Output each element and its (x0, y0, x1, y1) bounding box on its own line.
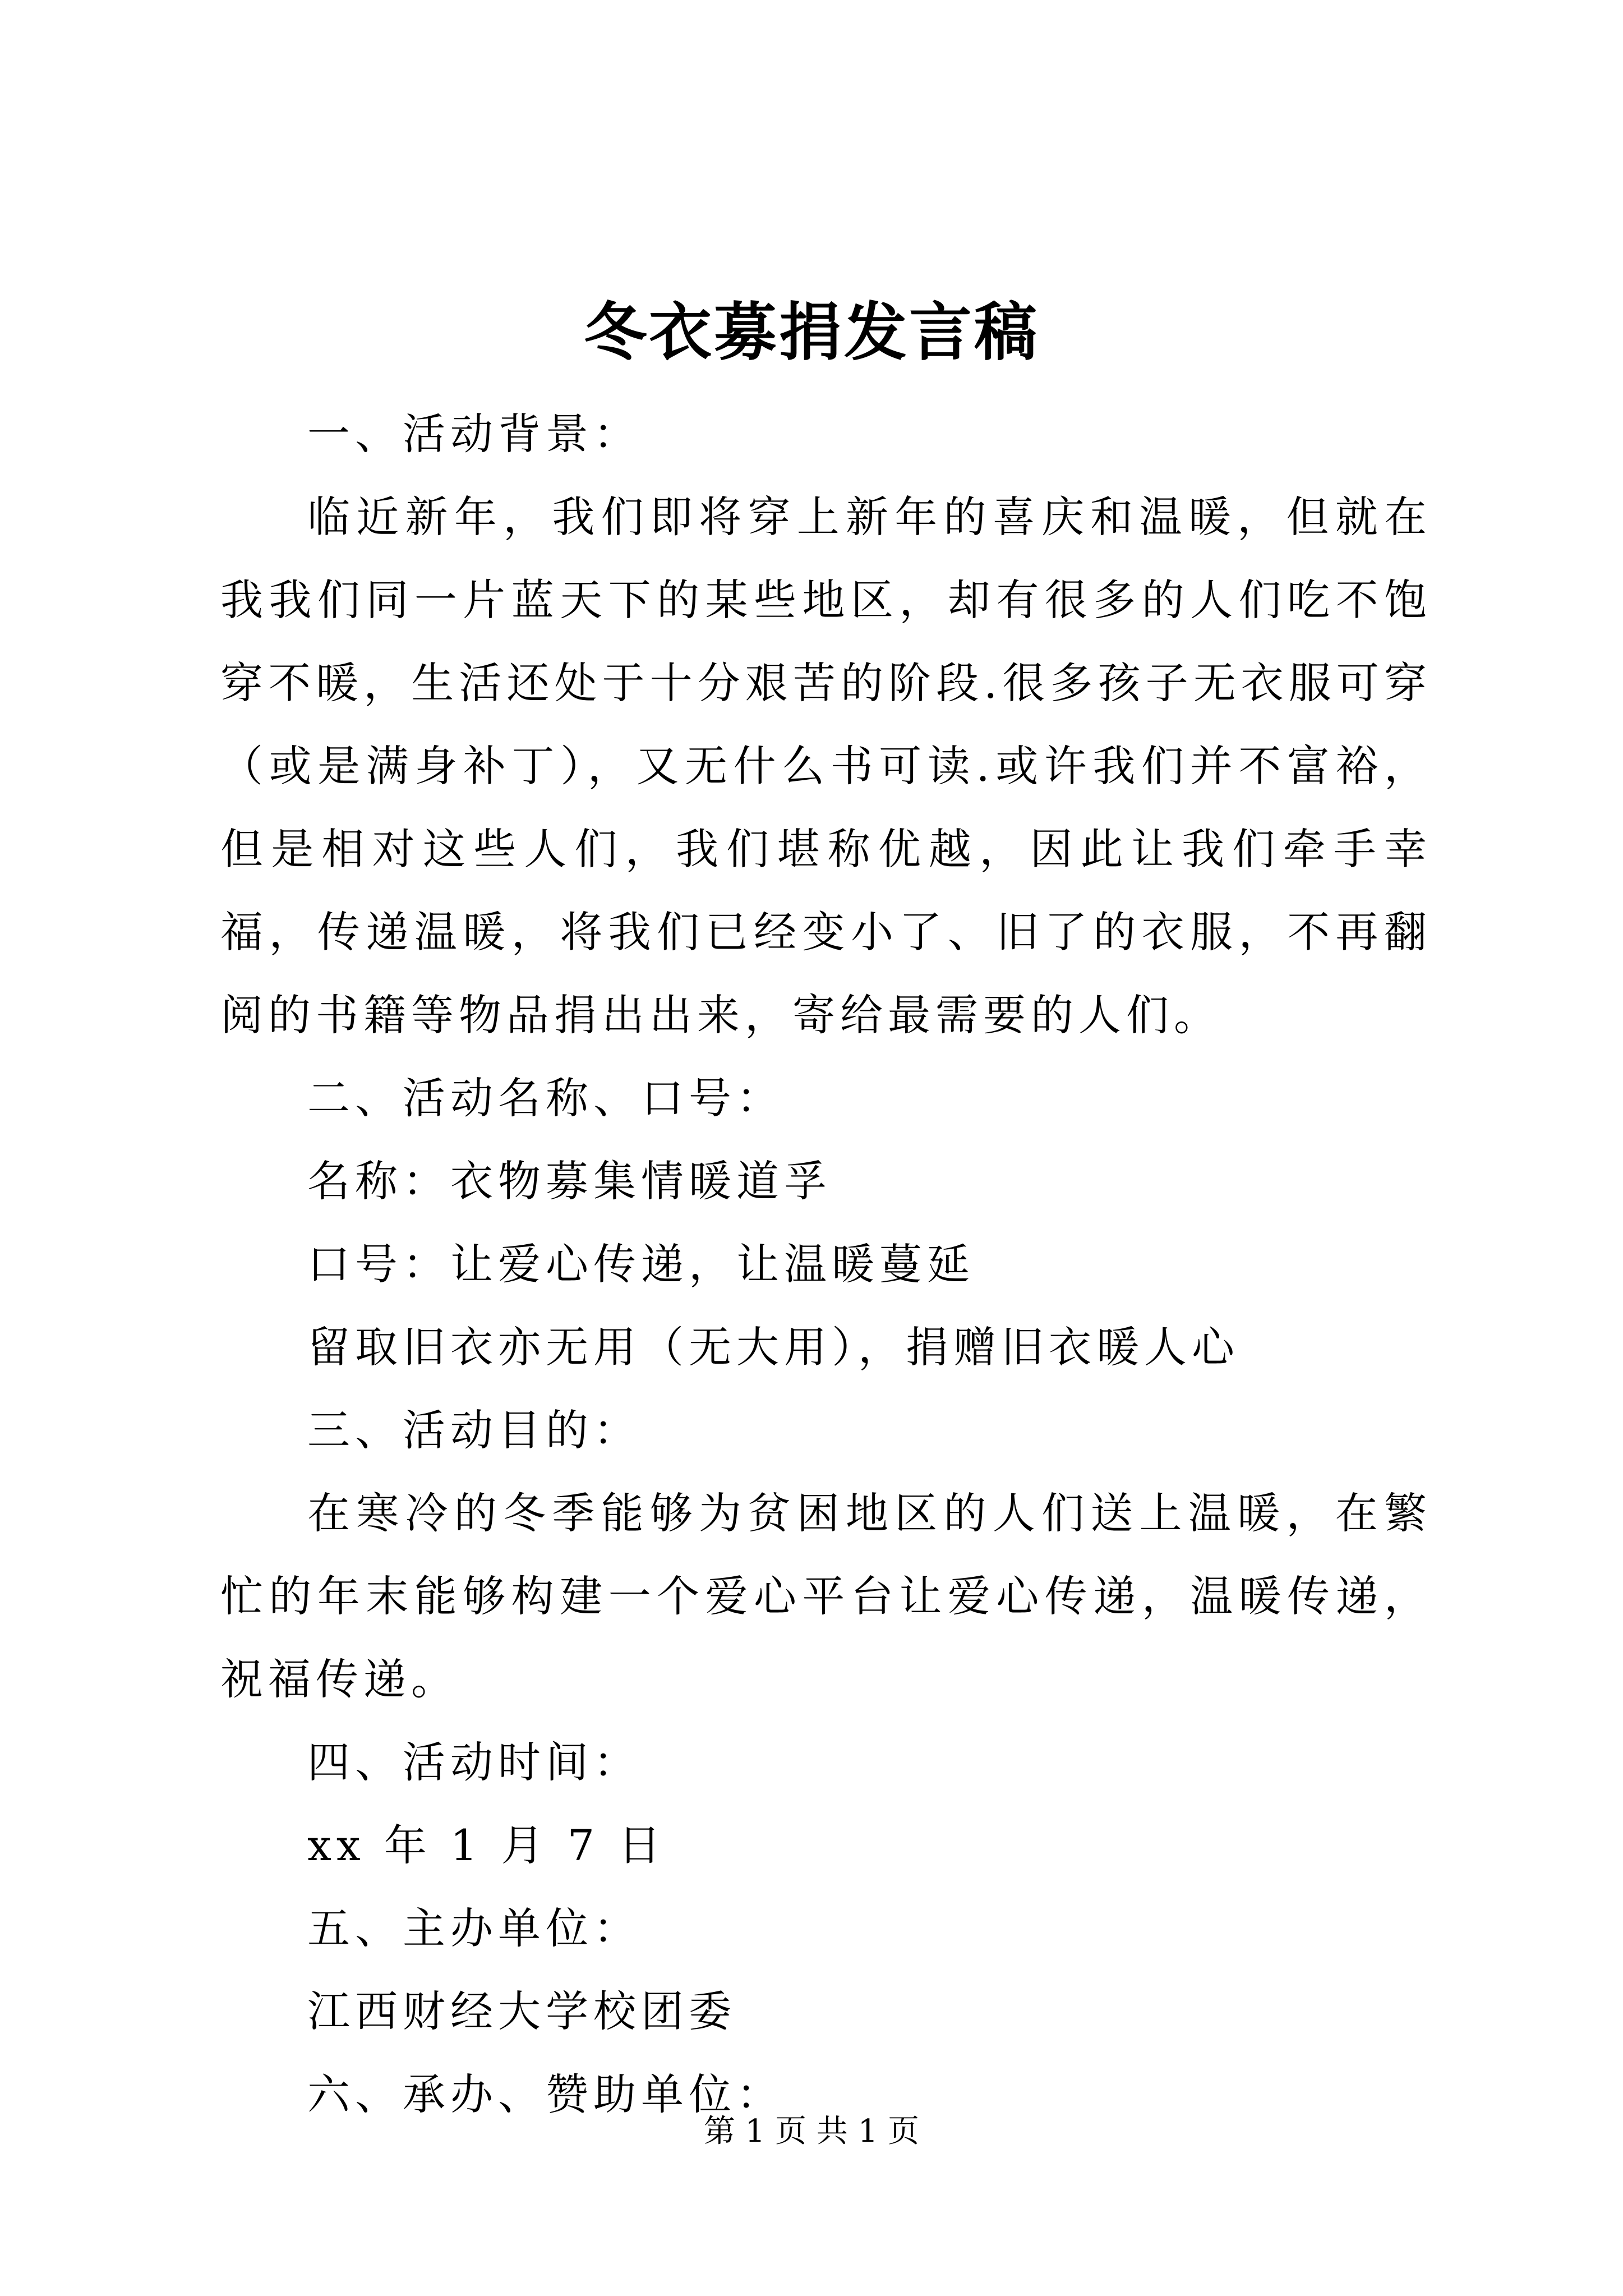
page-footer: 第 1 页 共 1 页 (703, 2113, 920, 2150)
section-1-heading: 一、活动背景： (307, 409, 641, 459)
section-4-heading: 四、活动时间： (307, 1737, 641, 1787)
section-1-paragraph: 临近新年，我们即将穿上新年的喜庆和温暖，但就在我我们同一片蓝天下的某些地区，却有很多的人们吃不饱穿不暖，生活还处于十分艰苦的阶段.很多孩子无衣服可穿（或是满身补丁），又无什么书可读.或许我们并不富裕，但是相对这些人们，我们堪称优越，因此让我们牵手幸福，传递温暖，将我们已经变小了、旧了的衣服，不再翻阅的书籍等物品捐出出来，寄给最需要的人们。 (220, 492, 1432, 1040)
section-2-heading: 二、活动名称、口号： (307, 1073, 784, 1123)
activity-name: 名称：衣物募集情暖道孚 (307, 1156, 832, 1206)
section-3-heading: 三、活动目的： (307, 1405, 641, 1455)
organizer: 江西财经大学校团委 (307, 1986, 736, 2036)
section-6-heading: 六、承办、赞助单位： (307, 2069, 784, 2119)
section-5-heading: 五、主办单位： (307, 1903, 641, 1953)
document-body (220, 393, 1432, 2136)
section-3-paragraph: 在寒冷的冬季能够为贫困地区的人们送上温暖，在繁忙的年末能够构建一个爱心平台让爱心传递，温暖传递，祝福传递。 (220, 1488, 1432, 1704)
document-title: 冬衣募捐发言稿 (584, 296, 1039, 369)
activity-slogan-1: 口号：让爱心传递，让温暖蔓延 (307, 1239, 975, 1289)
activity-slogan-2: 留取旧衣亦无用（无大用），捐赠旧衣暖人心 (307, 1322, 1239, 1372)
activity-date: xx 年 1 月 7 日 (307, 1820, 666, 1870)
